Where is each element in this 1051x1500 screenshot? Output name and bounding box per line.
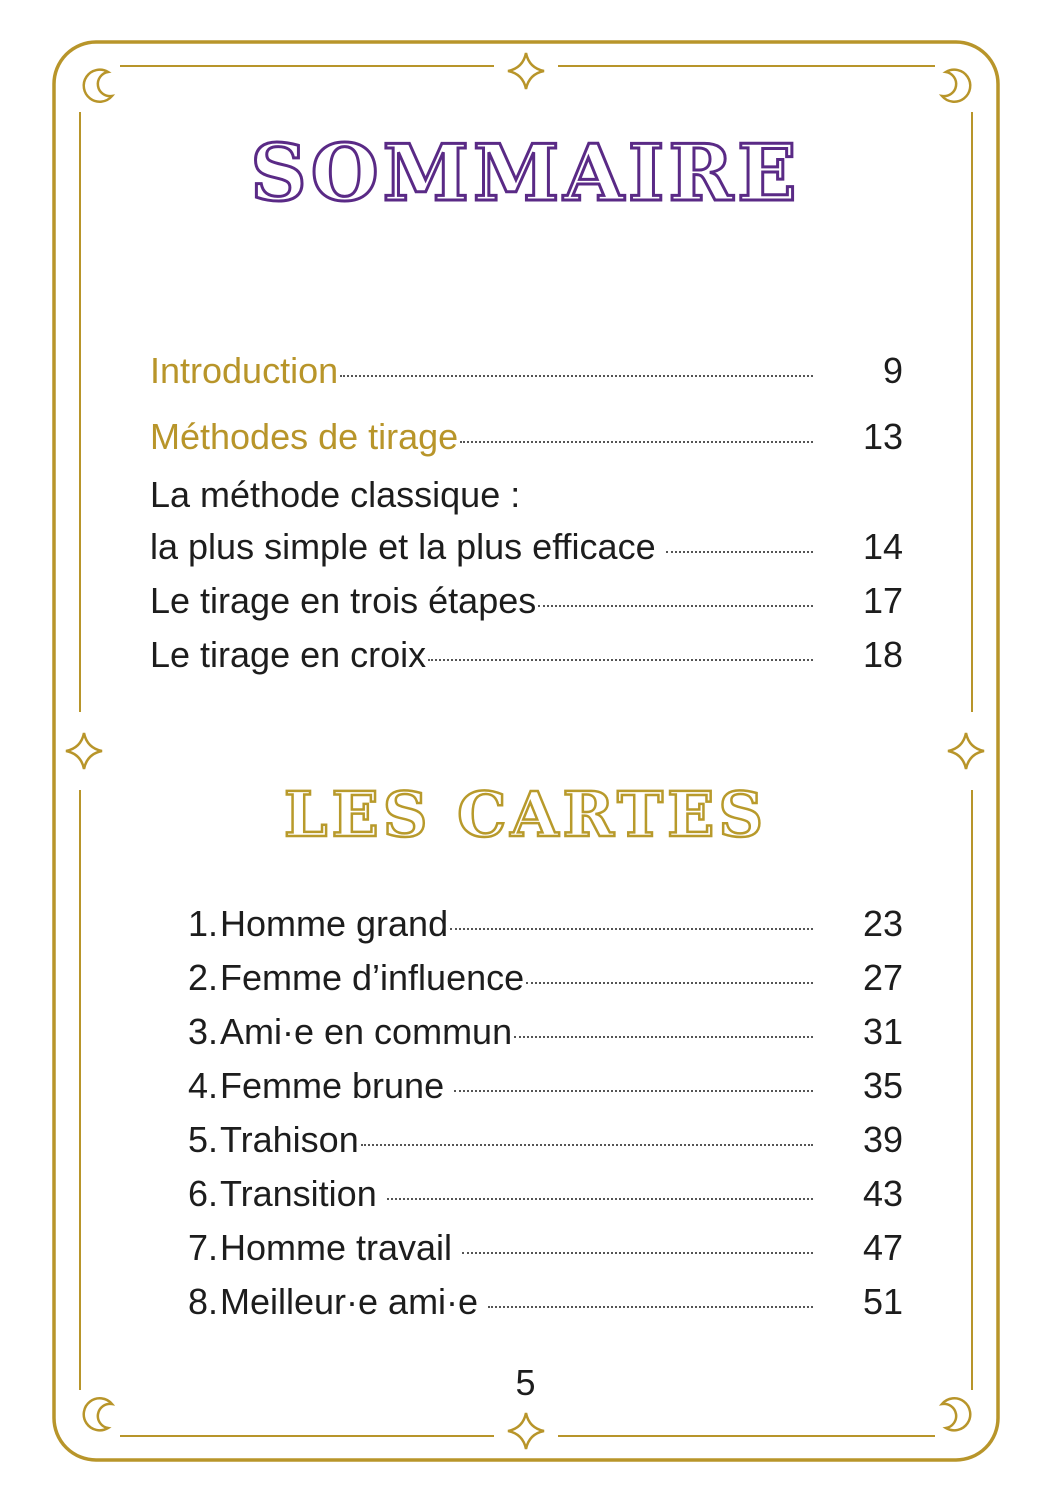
- section-title: LES CARTES: [283, 778, 768, 851]
- dot-leader: [387, 1197, 813, 1200]
- toc-page: 31: [862, 1011, 903, 1052]
- toc-label: [150, 957, 524, 999]
- card-title: Ami·e en commun: [220, 1011, 513, 1052]
- toc-page: 43: [862, 1173, 903, 1214]
- toc-label: [150, 1011, 512, 1053]
- toc-page: 14: [862, 526, 903, 567]
- dot-leader: [450, 927, 813, 930]
- card-title: Femme d’influence: [220, 957, 525, 998]
- toc-label: [150, 1119, 359, 1161]
- toc-page: 13: [862, 416, 903, 457]
- dot-leader: [462, 1251, 813, 1254]
- card-title: Trahison: [220, 1119, 359, 1160]
- dot-leader: [340, 374, 813, 377]
- card-number: 7.: [187, 1227, 218, 1268]
- toc-label: Le tirage en trois étapes: [150, 580, 537, 621]
- toc-row-card[interactable]: [150, 1281, 903, 1327]
- toc-row-methodes[interactable]: [150, 416, 903, 462]
- card-number: 5.: [187, 1119, 218, 1160]
- moon-icon: [78, 66, 118, 106]
- card-title: Homme grand: [220, 903, 449, 944]
- dot-leader: [526, 981, 813, 984]
- dot-leader: [488, 1305, 813, 1308]
- card-number: 8.: [187, 1281, 218, 1322]
- toc-row-card[interactable]: [150, 1227, 903, 1273]
- dot-leader: [538, 604, 813, 607]
- toc-row-introduction[interactable]: [150, 350, 903, 396]
- toc-label: [150, 1281, 478, 1323]
- toc-label: la plus simple et la plus efficace: [150, 526, 656, 567]
- toc-page: 9: [882, 350, 903, 391]
- card-title: Homme travail: [220, 1227, 453, 1268]
- toc-page: 35: [862, 1065, 903, 1106]
- card-title: Femme brune: [220, 1065, 445, 1106]
- star-icon: [505, 50, 547, 92]
- toc-page: 23: [862, 903, 903, 944]
- moon-icon: [936, 66, 976, 106]
- toc-label: [150, 903, 448, 945]
- toc-page: 18: [862, 634, 903, 675]
- toc-row-classic[interactable]: [150, 526, 903, 572]
- toc-page: 39: [862, 1119, 903, 1160]
- toc-page: 27: [862, 957, 903, 998]
- toc-label: [150, 1065, 444, 1107]
- star-icon: [945, 730, 987, 772]
- dot-leader: [460, 440, 813, 443]
- card-number: 3.: [187, 1011, 218, 1052]
- card-title: Meilleur·e ami·e: [220, 1281, 479, 1322]
- toc-row-card[interactable]: [150, 903, 903, 949]
- page-title: SOMMAIRE: [250, 128, 801, 219]
- toc-row-card[interactable]: [150, 1119, 903, 1165]
- toc-row-card[interactable]: [150, 1011, 903, 1057]
- card-number: 4.: [187, 1065, 218, 1106]
- toc-row-card[interactable]: [150, 1173, 903, 1219]
- toc-label: Méthodes de tirage: [150, 416, 459, 457]
- dot-leader: [666, 550, 813, 553]
- dot-leader: [361, 1143, 813, 1146]
- dot-leader: [428, 658, 813, 661]
- dot-leader: [454, 1089, 813, 1092]
- star-icon: [505, 1410, 547, 1452]
- dot-leader: [514, 1035, 813, 1038]
- star-icon: [63, 730, 105, 772]
- toc-row-three-steps[interactable]: [150, 580, 903, 626]
- toc-row-cross[interactable]: [150, 634, 903, 680]
- toc-label-classic-line1: La méthode classique :: [150, 474, 521, 515]
- toc-label: Introduction: [150, 350, 339, 391]
- card-number: 1.: [187, 903, 218, 944]
- toc-page: 17: [862, 580, 903, 621]
- toc-row-card[interactable]: [150, 1065, 903, 1111]
- toc-label: Le tirage en croix: [150, 634, 427, 675]
- page-number: 5: [515, 1362, 536, 1403]
- toc-label: [150, 1227, 452, 1269]
- card-title: Transition: [220, 1173, 377, 1214]
- toc-label: [150, 1173, 377, 1215]
- card-number: 2.: [187, 957, 218, 998]
- toc-row-card[interactable]: [150, 957, 903, 1003]
- toc-page: 51: [862, 1281, 903, 1322]
- card-number: 6.: [187, 1173, 218, 1214]
- toc-page: 47: [862, 1227, 903, 1268]
